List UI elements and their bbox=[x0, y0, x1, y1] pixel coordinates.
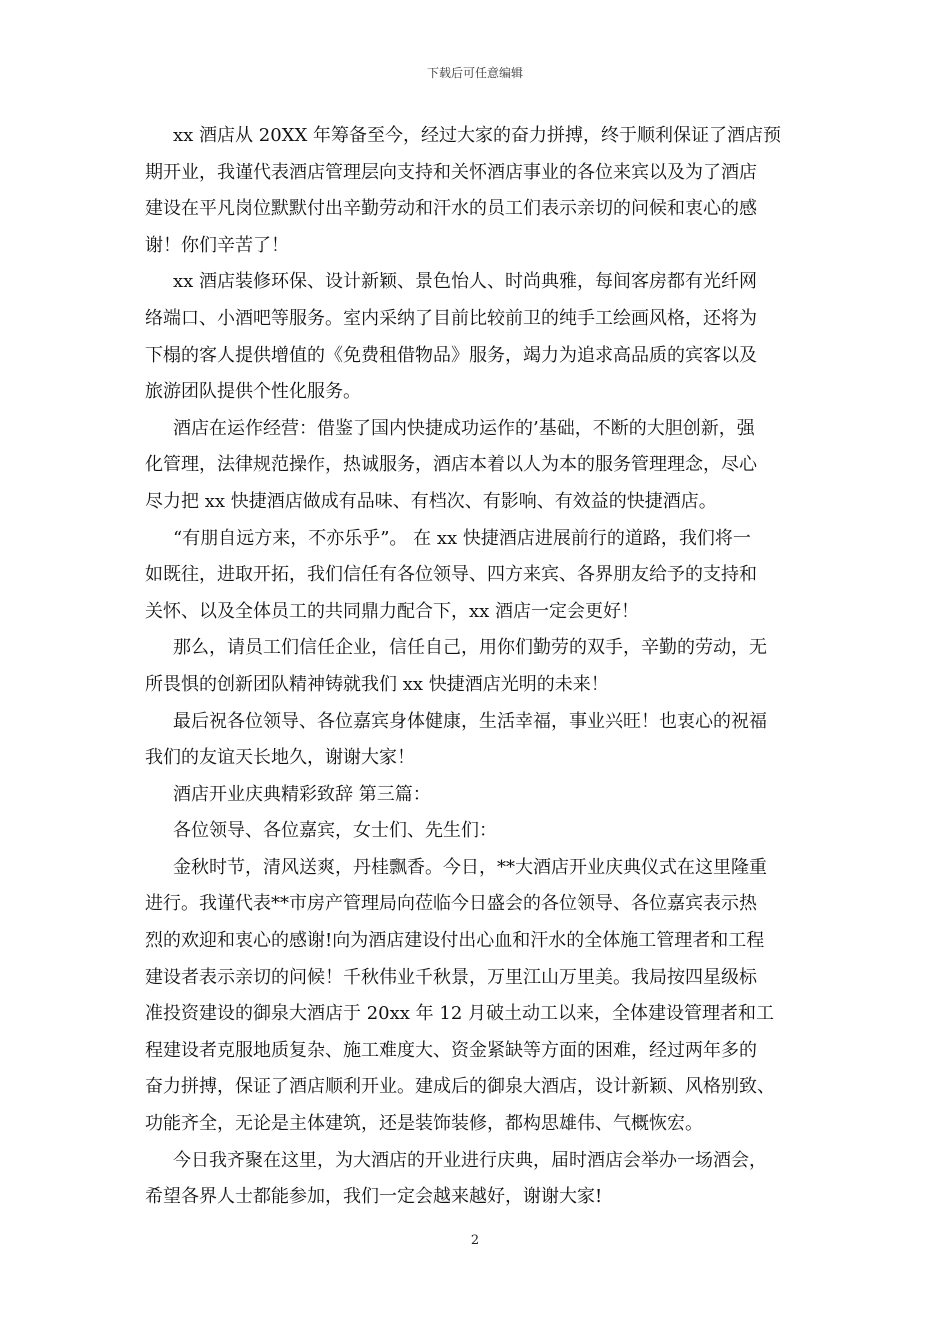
text-line: 所畏惧的创新团队精神铸就我们 xx 快捷酒店光明的未来！ bbox=[145, 673, 609, 695]
text-line: xx 酒店装修环保、设计新颖、景色怡人、时尚典雅，每间客房都有光纤网 bbox=[173, 271, 758, 293]
text-line: “有朋自远方来，不亦乐乎”。 在 xx 快捷酒店进展前行的道路，我们将一 bbox=[173, 527, 751, 549]
page-number: 2 bbox=[470, 1233, 480, 1248]
text-line: 尽力把 xx 快捷酒店做成有品味、有档次、有影响、有效益的快捷酒店。 bbox=[145, 490, 717, 512]
text-line: 建设在平凡岗位默默付出辛勤劳动和汗水的员工们表示亲切的问候和衷心的感 bbox=[145, 198, 757, 220]
text-line: 如既往，进取开拓，我们信任有各位领导、四方来宾、各界朋友给予的支持和 bbox=[145, 564, 757, 586]
text-line: xx 酒店从 20XX 年筹备至今，经过大家的奋力拼搏，终于顺利保证了酒店预 bbox=[173, 125, 781, 146]
text-line: 今日我齐聚在这里，为大酒店的开业进行庆典，届时酒店会举办一场酒会， bbox=[173, 1149, 767, 1171]
text-line: 酒店在运作经营：借鉴了国内快捷成功运作的’基础，不断的大胆创新，强 bbox=[173, 417, 755, 439]
text-line: 下榻的客人提供增值的《免费租借物品》服务，竭力为追求高品质的宾客以及 bbox=[145, 344, 757, 366]
page-header: 下载后可任意编辑 bbox=[426, 66, 523, 80]
text-line: 金秋时节，清风送爽，丹桂飘香。今日，**大酒店开业庆典仪式在这里隆重 bbox=[173, 856, 767, 878]
text-line: 那么，请员工们信任企业，信任自己，用你们勤劳的双手，辛勤的劳动，无 bbox=[173, 637, 767, 659]
text-line: 关怀、以及全体员工的共同鼎力配合下，xx 酒店一定会更好！ bbox=[145, 600, 640, 622]
text-line: 希望各界人士都能参加，我们一定会越来越好，谢谢大家! bbox=[145, 1186, 603, 1208]
text-line: 最后祝各位领导、各位嘉宾身体健康，生活幸福，事业兴旺！也衷心的祝福 bbox=[173, 710, 767, 732]
text-line: 烈的欢迎和衷心的感谢!向为酒店建设付出心血和汗水的全体施工管理者和工程 bbox=[145, 930, 765, 952]
text-line: 旅游团队提供个性化服务。 bbox=[145, 381, 361, 403]
text-line: 准投资建设的御泉大酒店于 20xx 年 12 月破土动工以来，全体建设管理者和工 bbox=[145, 1003, 774, 1025]
text-line: 进行。我谨代表**市房产管理局向莅临今日盛会的各位领导、各位嘉宾表示热 bbox=[145, 893, 757, 915]
text-line: 化管理，法律规范操作，热诚服务，酒店本着以人为本的服务管理理念，尽心 bbox=[145, 454, 757, 476]
text-line: 酒店开业庆典精彩致辞 第三篇： bbox=[173, 783, 431, 805]
document-body bbox=[145, 118, 810, 1216]
text-line: 络端口、小酒吧等服务。室内采纳了目前比较前卫的纯手工绘画风格，还将为 bbox=[145, 307, 757, 329]
text-line: 期开业，我谨代表酒店管理层向支持和关怀酒店事业的各位来宾以及为了酒店 bbox=[145, 161, 757, 183]
text-line: 奋力拼搏，保证了酒店顺利开业。建成后的御泉大酒店，设计新颖、风格别致、 bbox=[145, 1076, 775, 1098]
text-line: 建设者表示亲切的问候！千秋伟业千秋景，万里江山万里美。我局按四星级标 bbox=[145, 966, 757, 988]
text-line: 各位领导、各位嘉宾，女士们、先生们： bbox=[173, 820, 497, 842]
text-line: 谢！你们辛苦了！ bbox=[145, 234, 289, 256]
text-line: 功能齐全，无论是主体建筑，还是装饰装修，都构思雄伟、气概恢宏。 bbox=[145, 1113, 703, 1135]
text-line: 程建设者克服地质复杂、施工难度大、资金紧缺等方面的困难，经过两年多的 bbox=[145, 1039, 757, 1061]
text-line: 我们的友谊天长地久，谢谢大家！ bbox=[145, 747, 415, 769]
